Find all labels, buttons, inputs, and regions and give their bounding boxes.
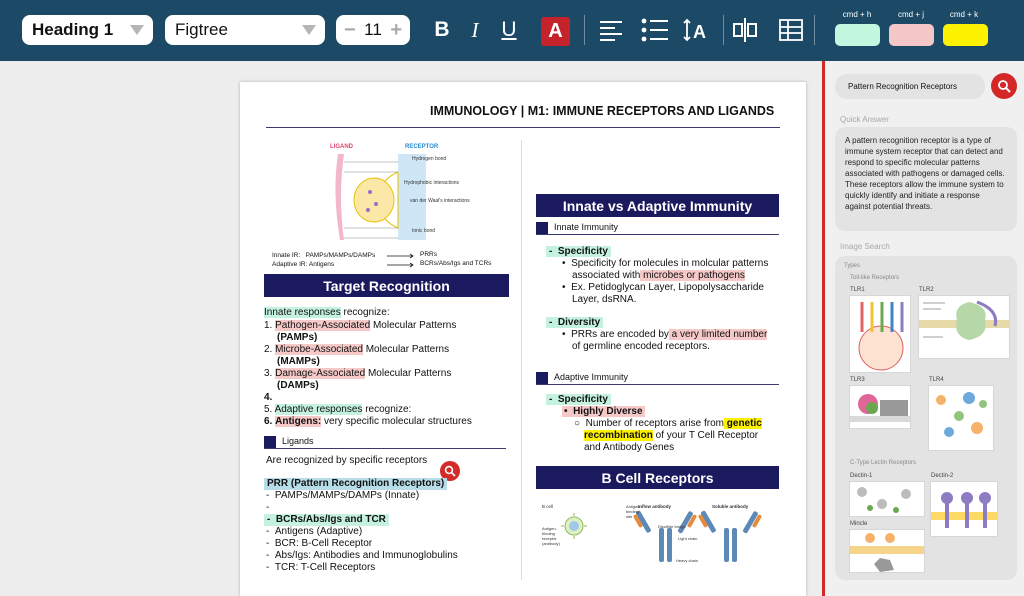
table-icon[interactable] xyxy=(779,14,803,46)
list-icon[interactable] xyxy=(641,14,669,46)
list-item: 1. Pathogen-Associated Molecular Patterns xyxy=(264,320,457,331)
b-cell-figure xyxy=(540,500,770,570)
list-item: 4. xyxy=(264,392,273,403)
section-divider xyxy=(536,234,779,235)
b-cell-receptors-banner: B Cell Receptors xyxy=(536,466,779,489)
tlr4-image[interactable] xyxy=(928,385,994,451)
tlr3-image[interactable] xyxy=(849,385,911,429)
list-item: recombination of your T Cell Receptor xyxy=(584,430,759,441)
list-item: 2. Microbe-Associated Molecular Patterns xyxy=(264,344,450,355)
tlr2-image[interactable] xyxy=(918,295,1010,359)
decrease-size-button[interactable]: − xyxy=(344,18,356,41)
image-search-label: Image Search xyxy=(840,242,890,251)
inflow-antibody-label: Inflow antibody xyxy=(638,504,671,509)
innate-ir-label: Innate IR: PAMPs/MAMPs/DAMPs xyxy=(272,252,376,259)
search-icon xyxy=(997,79,1011,93)
antigen-binding-site-label: Antigen binding site xyxy=(626,504,640,519)
receptor-label: RECEPTOR xyxy=(405,144,439,150)
tlr1-image[interactable] xyxy=(849,295,911,373)
align-left-icon[interactable] xyxy=(598,14,624,46)
b-cell-label: B cell xyxy=(542,504,554,509)
mincle-image[interactable] xyxy=(849,529,925,573)
soluble-antibody-label: Soluble antibody xyxy=(712,504,749,509)
toolbar-divider xyxy=(723,15,724,45)
ligands-heading: Ligands xyxy=(264,436,314,448)
thumb-label: TLR2 xyxy=(919,287,934,293)
quick-answer-label: Quick Answer xyxy=(840,115,889,124)
thumb-label: TLR4 xyxy=(929,377,944,383)
ionic-bond-label: Ionic bond xyxy=(412,228,436,234)
section-divider xyxy=(536,384,779,385)
antigen-receptor-label: Antigen-binding receptor (antibody) xyxy=(542,526,560,546)
swatch-shortcut-label: cmd + h xyxy=(842,10,872,19)
font-size-value: 11 xyxy=(364,20,382,39)
group-title-tlr: Toll-like Receptors xyxy=(850,275,900,281)
innate-responses-line: Innate responses recognize: xyxy=(264,307,390,318)
search-input[interactable]: Pattern Recognition Receptors xyxy=(835,74,985,99)
ligand-label: LIGAND xyxy=(330,144,353,150)
adaptive-specificity-label: - Specificity xyxy=(546,394,611,406)
list-item: Layer, dsRNA. xyxy=(572,294,637,305)
highly-diverse-label: • Highly Diverse xyxy=(564,406,643,417)
font-family-dropdown[interactable] xyxy=(165,15,325,45)
quick-answer-text: A pattern recognition receptor is a type of immune system receptor that can detect and respond to specific molecular patterns associated with pathogens or damaged cells. These receptors allow the immune system to quickly identify and initiate a response against potential threats. xyxy=(835,127,1017,231)
light-chain-label: Light chain xyxy=(678,536,698,541)
disulfide-label: Disulfide bridge xyxy=(658,524,686,529)
group-title-clr: C-Type Lectin Receptors xyxy=(850,460,917,466)
thumb-label: Mincle xyxy=(850,521,868,527)
search-button[interactable] xyxy=(991,73,1017,99)
list-item: and Antibody Genes xyxy=(584,442,675,453)
vdw-label: van der Waal's interactions xyxy=(410,198,470,204)
list-item: - xyxy=(266,502,275,513)
innate-immunity-heading: Innate Immunity xyxy=(536,222,618,234)
toolbar-divider xyxy=(584,15,585,45)
column-divider xyxy=(521,140,522,580)
font-family-value: Figtree xyxy=(175,20,228,39)
list-item: - Antigens (Adaptive) xyxy=(266,526,363,537)
thumb-label: TLR1 xyxy=(850,287,865,293)
list-item: - BCR: B-Cell Receptor xyxy=(266,538,373,549)
highlight-green-button[interactable] xyxy=(835,24,880,46)
chevron-down-icon xyxy=(130,25,144,35)
types-label: Types xyxy=(844,263,861,269)
antibody-diagram xyxy=(540,500,770,570)
thumb-label: Dectin-2 xyxy=(931,473,954,479)
hydrogen-bond-label: Hydrogen bond xyxy=(412,156,447,162)
arrow-icon xyxy=(387,252,417,272)
columns-icon[interactable] xyxy=(733,14,757,46)
swatch-shortcut-label: cmd + k xyxy=(949,10,979,19)
list-item: 3. Damage-Associated Molecular Patterns xyxy=(264,368,452,379)
thumb-label: TLR3 xyxy=(850,377,865,383)
heading-style-dropdown[interactable] xyxy=(22,15,153,45)
heading-style-value: Heading 1 xyxy=(32,20,114,39)
chevron-down-icon xyxy=(302,25,316,35)
pamps-abbr: (PAMPs) xyxy=(277,332,318,343)
diversity-label: - Diversity xyxy=(546,317,603,329)
document-title: IMMUNOLOGY | M1: IMMUNE RECEPTORS AND LIGANDS xyxy=(430,104,775,118)
thumb-label: Dectin-1 xyxy=(850,473,873,479)
list-item: 5. Adaptive responses recognize: xyxy=(264,404,412,415)
text-size-icon[interactable] xyxy=(683,14,711,46)
font-size-stepper[interactable] xyxy=(336,15,410,45)
section-divider xyxy=(264,448,506,449)
list-item: • PRRs are encoded by a very limited number xyxy=(562,329,768,340)
heavy-chain-label: Heavy chain xyxy=(676,558,699,563)
list-item: of germline encoded receptors. xyxy=(572,341,710,352)
list-item: ○ Number of receptors arise from genetic xyxy=(574,418,762,429)
increase-size-button[interactable]: + xyxy=(390,18,402,41)
hydrophobic-label: Hydrophobic interactions xyxy=(404,180,460,186)
toolbar xyxy=(0,0,1024,61)
italic-button[interactable]: I xyxy=(471,17,479,42)
prr-heading: PRR (Pattern Recognition Receptors) xyxy=(264,478,447,490)
list-item: - Abs/Igs: Antibodies and Immunoglobulins xyxy=(266,550,458,561)
prrs-output-label: PRRs xyxy=(420,251,437,258)
highlight-yellow-button[interactable] xyxy=(943,24,988,46)
adaptive-immunity-heading: Adaptive Immunity xyxy=(536,372,628,384)
list-item: associated with microbes or pathogens xyxy=(572,270,745,281)
ligands-intro: Are recognized by specific receptors xyxy=(266,455,428,466)
svg-text:A: A xyxy=(693,22,706,42)
bold-button[interactable]: B xyxy=(434,18,450,41)
ligand-receptor-figure xyxy=(330,144,470,244)
highlight-pink-button[interactable] xyxy=(889,24,934,46)
specificity-label: - Specificity xyxy=(546,246,611,258)
underline-button[interactable]: U xyxy=(501,18,517,41)
list-item: - TCR: T-Cell Receptors xyxy=(266,562,376,573)
text-color-button[interactable]: A xyxy=(541,17,570,46)
innate-vs-adaptive-banner: Innate vs Adaptive Immunity xyxy=(536,194,779,217)
bcrs-output-label: BCRs/Abs/Igs and TCRs xyxy=(420,260,492,267)
adaptive-ir-label: Adaptive IR: Antigens xyxy=(272,261,335,268)
damps-abbr: (DAMPs) xyxy=(277,380,319,391)
list-item: • Specificity for molecules in molcular patterns xyxy=(562,258,769,269)
dectin2-image[interactable] xyxy=(930,481,998,537)
bcr-heading: - BCRs/Abs/Igs and TCR xyxy=(264,514,389,526)
title-divider xyxy=(266,127,780,128)
list-item: 6. Antigens: very specific molecular structures xyxy=(264,416,472,427)
list-item: - PAMPs/MAMPs/DAMPs (Innate) xyxy=(266,490,420,501)
mamps-abbr: (MAMPs) xyxy=(277,356,320,367)
list-item: • Ex. Petidoglycan Layer, Lipopolysaccharide xyxy=(562,282,764,293)
swatch-shortcut-label: cmd + j xyxy=(897,10,924,19)
dectin1-image[interactable] xyxy=(849,481,925,517)
target-recognition-banner: Target Recognition xyxy=(264,274,509,297)
document-page[interactable] xyxy=(240,82,806,596)
toolbar-divider xyxy=(814,15,815,45)
